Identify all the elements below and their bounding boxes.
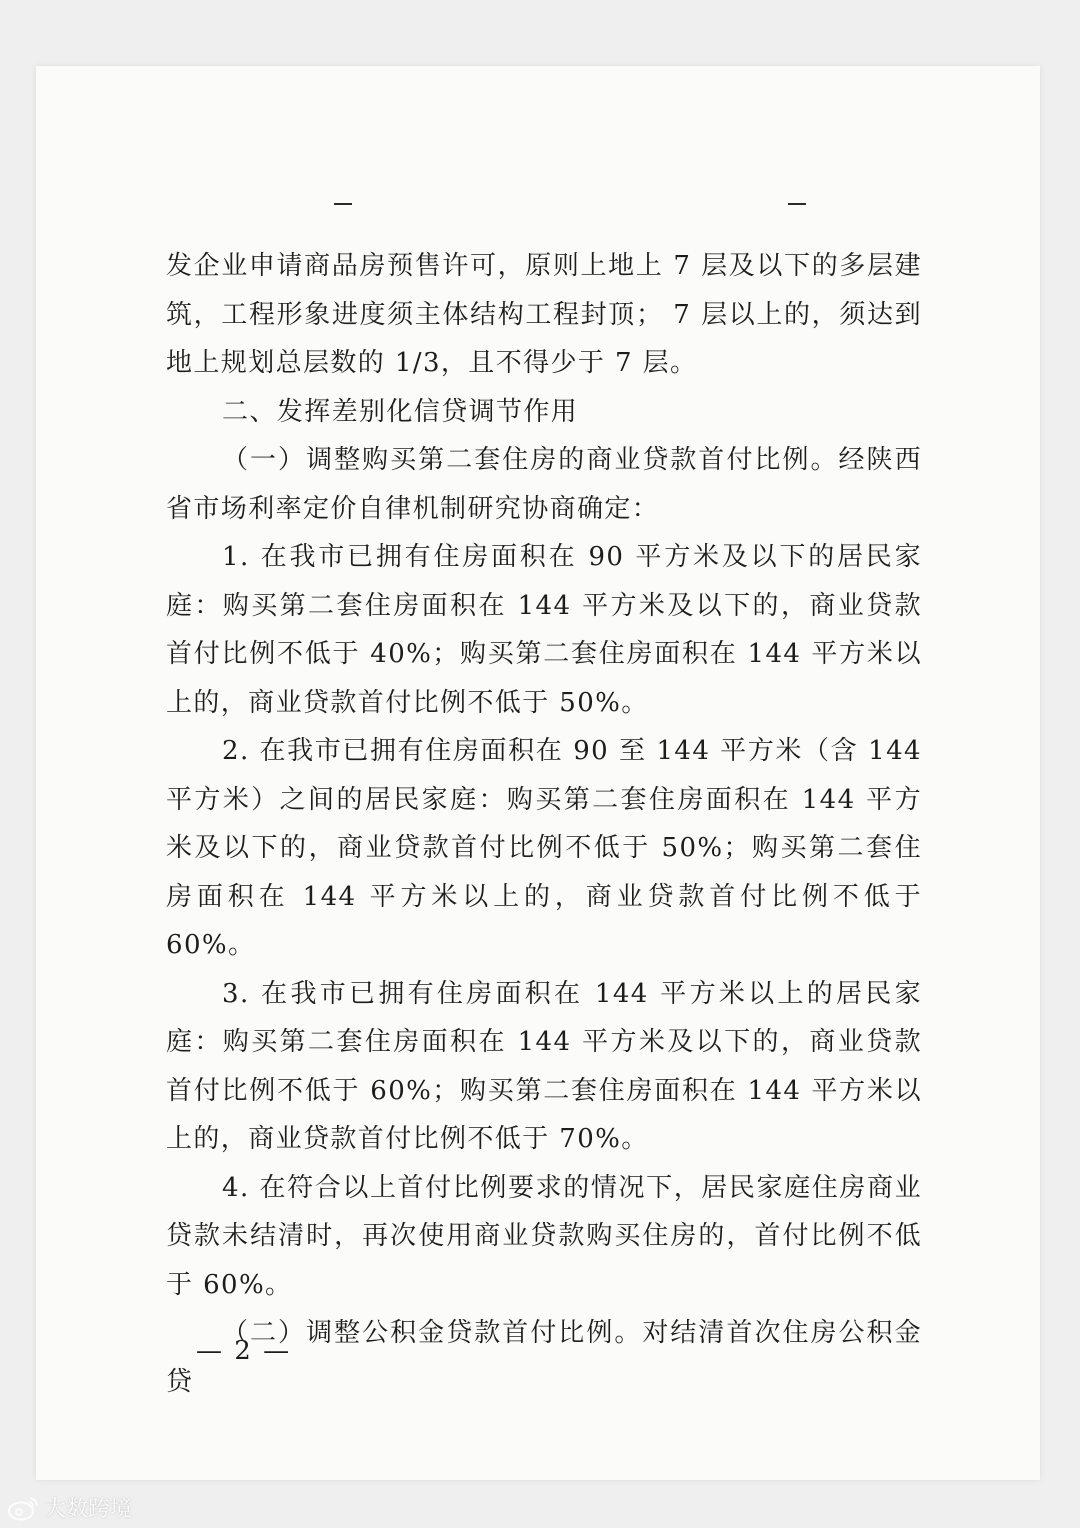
paragraph-item-2: 2. 在我市已拥有住房面积在 90 至 144 平方米（含 144 平方米）之间的居民家庭：购买第二套住房面积在 144 平方米及以下的，商业贷款首付比例不低于 50%；购买第二套住房面积在 144 平方米以上的，商业贷款首付比例不低于 60%。 [166,736,922,960]
section-heading: 二、发挥差别化信贷调节作用 [222,396,579,427]
weibo-icon [6,1494,40,1522]
paragraph-item-1: 1. 在我市已拥有住房面积在 90 平方米及以下的居民家庭：购买第二套住房面积在 144 平方米及以下的，商业贷款首付比例不低于 40%；购买第二套住房面积在 144 平方米以上的，商业贷款首付比例不低于 50%。 [166,542,922,718]
document-body [166,242,922,1406]
paragraph-item-3: 3. 在我市已拥有住房面积在 144 平方米以上的居民家庭：购买第二套住房面积在 144 平方米及以下的，商业贷款首付比例不低于 60%；购买第二套住房面积在 144 平方米以上的，商业贷款首付比例不低于 70%。 [166,978,922,1154]
watermark [6,1492,132,1523]
header-mark-right [788,203,806,205]
page-number: — 2 — [196,1336,292,1366]
paragraph-item-4: 4. 在符合以上首付比例要求的情况下，居民家庭住房商业贷款未结清时，再次使用商业贷款购买住房的，首付比例不低于 60%。 [166,1172,922,1300]
paragraph-continuation: 发企业申请商品房预售许可，原则上地上 7 层及以下的多层建筑，工程形象进度须主体结构工程封顶； 7 层以上的，须达到地上规划总层数的 1/3，且不得少于 7 层。 [166,251,922,378]
watermark-text: 大数跨境 [44,1497,133,1522]
paragraph-subsection-1: （一）调整购买第二套住房的商业贷款首付比例。经陕西省市场利率定价自律机制研究协商确定： [166,445,922,524]
paragraph-subsection-2: （二）调整公积金贷款首付比例。对结清首次住房公积金贷 [166,1318,922,1397]
header-mark-left [334,203,352,205]
